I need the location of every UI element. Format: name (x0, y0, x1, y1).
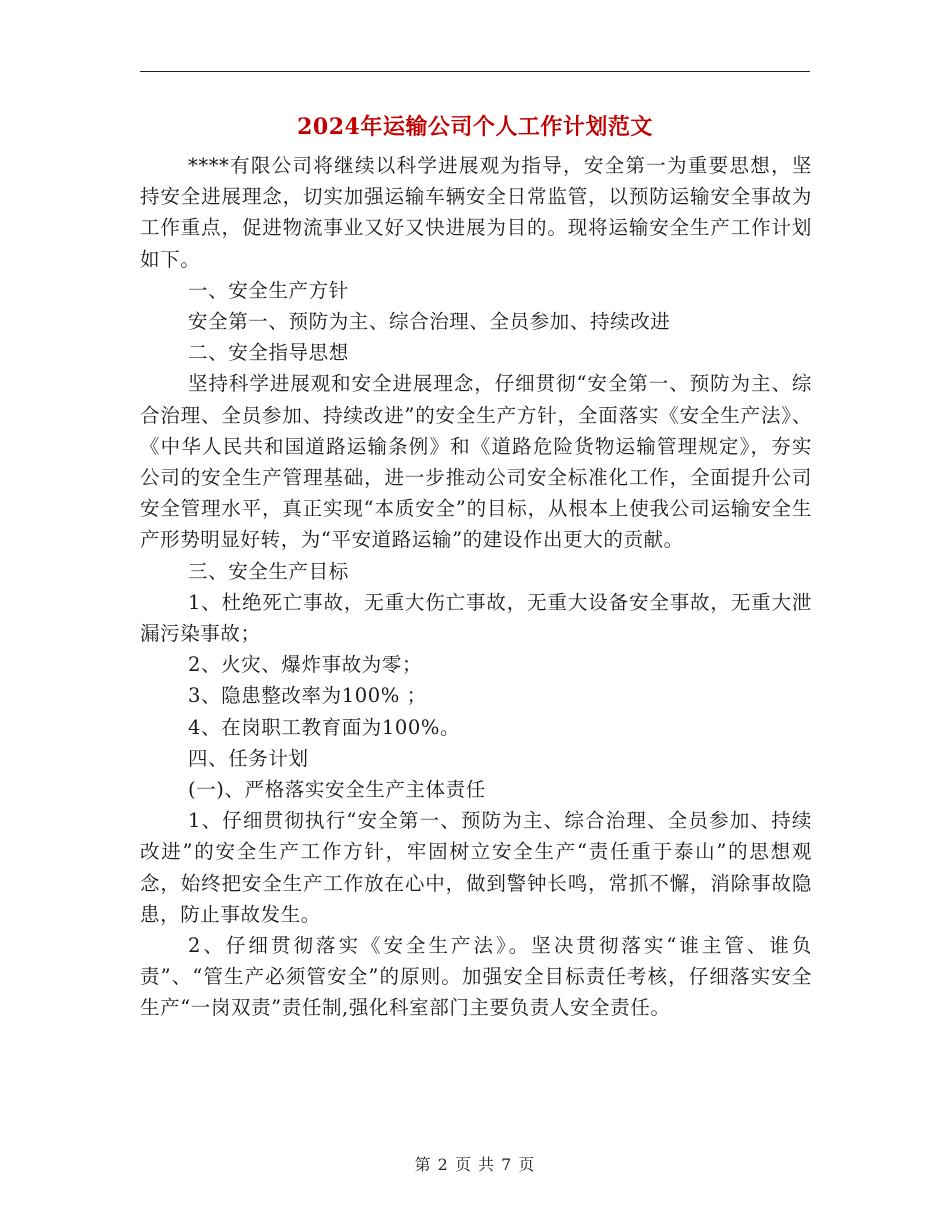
document-title: 2024年运输公司个人工作计划范文 (297, 114, 653, 140)
paragraph-safety-policy: 安全第一、预防为主、综合治理、全员参加、持续改进 (188, 310, 671, 334)
subheading-responsibility: (一)、严格落实安全生产主体责任 (188, 778, 486, 802)
heading-safety-goals: 三、安全生产目标 (188, 559, 349, 583)
heading-guiding-ideology: 二、安全指导思想 (188, 341, 349, 365)
list-item-goal-1: 1、杜绝死亡事故，无重大伤亡事故，无重大设备安全事故，无重大泄漏污染事故； (140, 590, 812, 646)
paragraph-guiding-ideology: 坚持科学进展观和安全进展理念，仔细贯彻“安全第一、预防为主、综合治理、全员参加、持续改进”的安全生产方针，全面落实《安全生产法》、《中华人民共和国道路运输条例》和《道路危险货物运输管理规定》，夯实公司的安全生产管理基础，进一步推动公司安全标准化工作，全面提升公司安全管理水平，真正实现“本质安全”的目标，从根本上使我公司运输安全生产形势明显好转，为“平安道路运输”的建设作出更大的贡献。 (140, 372, 812, 552)
header-rule (140, 71, 810, 72)
page-number: 第 2 页 共 7 页 (414, 1155, 536, 1174)
list-item-task-2: 2、仔细贯彻落实《安全生产法》。坚决贯彻落实“谁主管、谁负责”、“管生产必须管安全”的原则。加强安全目标责任考核，仔细落实安全生产“一岗双责”责任制,强化科室部门主要负责人安全责任。 (140, 934, 812, 1020)
document-body (140, 150, 812, 1024)
list-item-goal-3: 3、隐患整改率为100% ； (188, 684, 427, 708)
list-item-task-1: 1、仔细贯彻执行“安全第一、预防为主、综合治理、全员参加、持续改进”的安全生产工作方针，牢固树立安全生产“责任重于泰山”的思想观念，始终把安全生产工作放在心中，做到警钟长鸣，常抓不懈，消除事故隐患，防止事故发生。 (140, 809, 812, 926)
list-item-goal-4: 4、在岗职工教育面为100%。 (188, 715, 461, 739)
list-item-goal-2: 2、火灾、爆炸事故为零； (188, 653, 423, 677)
paragraph-intro: ****有限公司将继续以科学进展观为指导，安全第一为重要思想，坚持安全进展理念，切实加强运输车辆安全日常监管，以预防运输安全事故为工作重点，促进物流事业又好又快进展为目的。现将运输安全生产工作计划如下。 (140, 154, 812, 271)
heading-task-plan: 四、任务计划 (188, 746, 309, 770)
heading-safety-policy: 一、安全生产方针 (188, 278, 349, 302)
